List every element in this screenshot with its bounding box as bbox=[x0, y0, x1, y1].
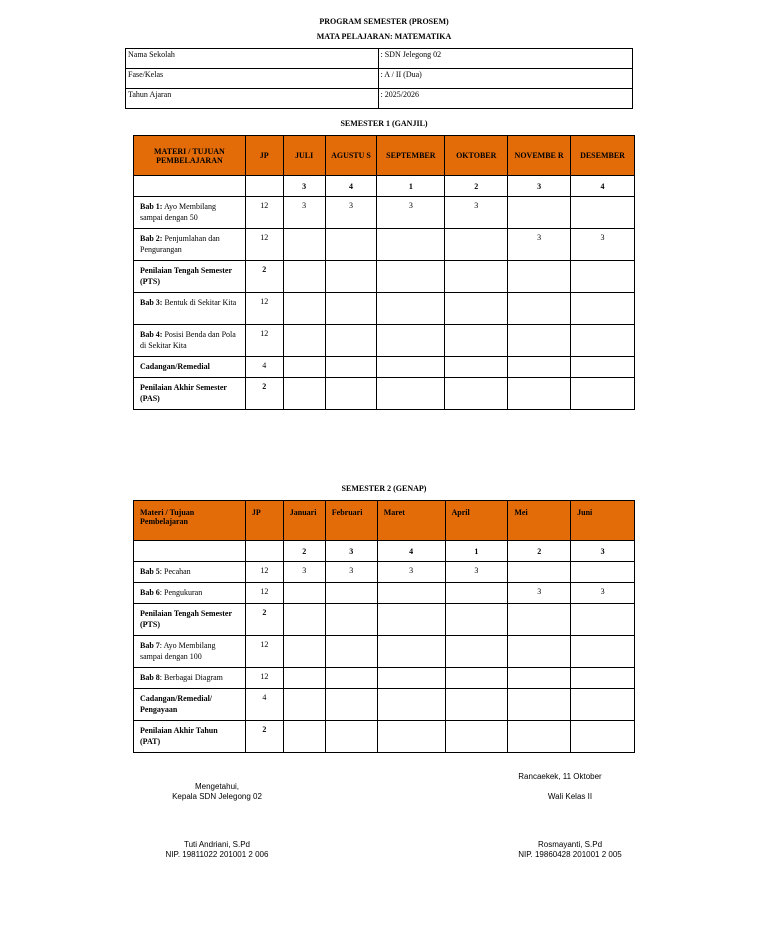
month-cell bbox=[571, 721, 635, 753]
month-cell bbox=[283, 229, 325, 261]
header-materi: MATERI / TUJUAN PEMBELAJARAN bbox=[134, 136, 246, 176]
week-count: 4 bbox=[571, 176, 635, 197]
month-cell bbox=[377, 261, 445, 293]
materi-bold: Cadangan/Remedial bbox=[140, 362, 210, 371]
month-cell bbox=[508, 604, 571, 636]
month-cell bbox=[377, 378, 445, 410]
semester1-table bbox=[133, 135, 635, 410]
month-cell bbox=[508, 668, 571, 689]
jp-cell: 2 bbox=[245, 378, 283, 410]
jp-cell: 12 bbox=[245, 325, 283, 357]
header-month: DESEMBER bbox=[571, 136, 635, 176]
month-cell bbox=[377, 668, 445, 689]
materi-text: : Ayo Membilang sampai dengan 100 bbox=[140, 641, 216, 661]
materi-bold: Cadangan/Remedial/ Pengayaan bbox=[140, 694, 213, 714]
month-cell bbox=[445, 689, 508, 721]
table-row bbox=[134, 689, 635, 721]
materi-cell bbox=[134, 721, 246, 753]
info-value: : SDN Jelegong 02 bbox=[378, 49, 633, 69]
teacher-nip: NIP. 19860428 201001 2 005 bbox=[518, 850, 622, 859]
materi-cell bbox=[134, 378, 246, 410]
month-cell bbox=[377, 689, 445, 721]
materi-text: Bentuk di Sekitar Kita bbox=[162, 298, 237, 307]
materi-cell bbox=[134, 636, 246, 668]
month-cell bbox=[445, 357, 508, 378]
semester1-title: SEMESTER 1 (GANJIL) bbox=[340, 119, 428, 128]
week-count-row bbox=[134, 541, 635, 562]
materi-cell bbox=[134, 357, 246, 378]
header-month: AGUSTU S bbox=[325, 136, 377, 176]
month-cell bbox=[508, 636, 571, 668]
table-row bbox=[134, 357, 635, 378]
month-cell bbox=[445, 325, 508, 357]
document-title: PROGRAM SEMESTER (PROSEM) bbox=[319, 17, 449, 26]
month-cell bbox=[283, 261, 325, 293]
month-cell bbox=[283, 325, 325, 357]
week-count: 2 bbox=[283, 541, 325, 562]
materi-text: : Pecahan bbox=[159, 567, 191, 576]
materi-text: Ayo Membilang sampai dengan 50 bbox=[140, 202, 216, 222]
header-jp: JP bbox=[245, 501, 283, 541]
materi-bold: Penilaian Akhir Semester (PAS) bbox=[140, 383, 227, 403]
month-cell bbox=[508, 721, 571, 753]
month-cell bbox=[445, 293, 508, 325]
month-cell: 3 bbox=[508, 229, 571, 261]
materi-cell bbox=[134, 604, 246, 636]
info-row bbox=[126, 69, 633, 89]
week-count: 3 bbox=[508, 176, 571, 197]
header-month: Februari bbox=[325, 501, 377, 541]
materi-cell bbox=[134, 689, 246, 721]
principal-role: Kepala SDN Jelegong 02 bbox=[172, 792, 262, 801]
month-cell bbox=[325, 325, 377, 357]
month-cell: 3 bbox=[508, 583, 571, 604]
table-row bbox=[134, 562, 635, 583]
semester2-title: SEMESTER 2 (GENAP) bbox=[341, 484, 427, 493]
materi-cell bbox=[134, 562, 246, 583]
month-cell bbox=[377, 229, 445, 261]
subject-title: MATA PELAJARAN: MATEMATIKA bbox=[316, 32, 452, 41]
header-month: SEPTEMBER bbox=[377, 136, 445, 176]
jp-cell: 2 bbox=[245, 261, 283, 293]
table-row bbox=[134, 197, 635, 229]
table-row bbox=[134, 721, 635, 753]
table-row bbox=[134, 636, 635, 668]
materi-text: : Berbagai Diagram bbox=[159, 673, 223, 682]
month-cell bbox=[325, 293, 377, 325]
month-cell bbox=[508, 357, 571, 378]
month-cell bbox=[571, 293, 635, 325]
table-row bbox=[134, 261, 635, 293]
month-cell bbox=[325, 583, 377, 604]
month-cell: 3 bbox=[283, 197, 325, 229]
month-cell bbox=[445, 604, 508, 636]
header-month: Maret bbox=[377, 501, 445, 541]
week-count: 3 bbox=[283, 176, 325, 197]
materi-bold: Penilaian Tengah Semester (PTS) bbox=[140, 266, 232, 286]
jp-cell: 2 bbox=[245, 721, 283, 753]
month-cell bbox=[325, 378, 377, 410]
month-cell bbox=[283, 293, 325, 325]
month-cell: 3 bbox=[377, 562, 445, 583]
header-jp: JP bbox=[245, 136, 283, 176]
materi-bold: Bab 3: bbox=[140, 298, 163, 307]
materi-bold: Bab 8 bbox=[140, 673, 160, 682]
month-cell bbox=[377, 325, 445, 357]
month-cell bbox=[377, 583, 445, 604]
materi-cell bbox=[134, 668, 246, 689]
materi-cell bbox=[134, 293, 246, 325]
week-count: 3 bbox=[571, 541, 635, 562]
jp-cell: 12 bbox=[245, 197, 283, 229]
month-cell: 3 bbox=[445, 197, 508, 229]
month-cell bbox=[283, 378, 325, 410]
month-cell bbox=[508, 293, 571, 325]
materi-bold: Bab 6 bbox=[140, 588, 160, 597]
materi-cell bbox=[134, 583, 246, 604]
jp-cell: 4 bbox=[245, 689, 283, 721]
month-cell bbox=[377, 636, 445, 668]
info-value: : 2025/2026 bbox=[378, 89, 633, 109]
month-cell bbox=[283, 604, 325, 636]
known-by-label: Mengetahui, bbox=[194, 782, 240, 791]
month-cell bbox=[325, 689, 377, 721]
month-cell bbox=[325, 604, 377, 636]
header-month: Januari bbox=[283, 501, 325, 541]
materi-bold: Bab 7 bbox=[140, 641, 160, 650]
month-cell bbox=[325, 636, 377, 668]
month-cell bbox=[377, 293, 445, 325]
month-cell bbox=[283, 357, 325, 378]
materi-text: Penjumlahan dan Pengurangan bbox=[140, 234, 220, 254]
month-cell: 3 bbox=[571, 229, 635, 261]
jp-cell: 12 bbox=[245, 583, 283, 604]
month-cell bbox=[325, 229, 377, 261]
materi-text: Posisi Benda dan Pola di Sekitar Kita bbox=[140, 330, 236, 350]
month-cell bbox=[377, 357, 445, 378]
semester2-table bbox=[133, 500, 635, 753]
teacher-role: Wali Kelas II bbox=[547, 792, 593, 801]
info-row bbox=[126, 89, 633, 109]
materi-cell bbox=[134, 229, 246, 261]
month-cell: 3 bbox=[325, 562, 377, 583]
month-cell bbox=[325, 261, 377, 293]
month-cell: 3 bbox=[283, 562, 325, 583]
materi-bold: Bab 4: bbox=[140, 330, 163, 339]
header-month: Juni bbox=[571, 501, 635, 541]
month-cell bbox=[571, 378, 635, 410]
month-cell: 3 bbox=[377, 197, 445, 229]
info-table bbox=[125, 48, 633, 109]
header-month: Mei bbox=[508, 501, 571, 541]
month-cell bbox=[283, 583, 325, 604]
teacher-name: Rosmayanti, S.Pd bbox=[537, 840, 603, 849]
header-month: April bbox=[445, 501, 508, 541]
principal-name: Tuti Andriani, S.Pd bbox=[184, 840, 250, 849]
month-cell bbox=[283, 636, 325, 668]
table-row bbox=[134, 583, 635, 604]
week-count: 4 bbox=[377, 541, 445, 562]
place-date: Rancaekek, 11 Oktober bbox=[518, 772, 602, 781]
month-cell bbox=[445, 378, 508, 410]
materi-bold: Penilaian Tengah Semester (PTS) bbox=[140, 609, 232, 629]
materi-cell bbox=[134, 197, 246, 229]
month-cell bbox=[445, 721, 508, 753]
month-cell bbox=[283, 689, 325, 721]
week-count: 2 bbox=[445, 176, 508, 197]
table-row bbox=[134, 325, 635, 357]
week-count: 2 bbox=[508, 541, 571, 562]
month-cell bbox=[445, 261, 508, 293]
jp-cell: 12 bbox=[245, 668, 283, 689]
month-cell bbox=[508, 197, 571, 229]
header-row bbox=[134, 501, 635, 541]
info-label: Nama Sekolah bbox=[126, 49, 379, 69]
materi-cell bbox=[134, 325, 246, 357]
table-row bbox=[134, 378, 635, 410]
info-value: : A / II (Dua) bbox=[378, 69, 633, 89]
table-row bbox=[134, 604, 635, 636]
month-cell bbox=[571, 357, 635, 378]
month-cell bbox=[508, 378, 571, 410]
month-cell bbox=[325, 357, 377, 378]
header-month: OKTOBER bbox=[445, 136, 508, 176]
month-cell bbox=[571, 197, 635, 229]
month-cell bbox=[571, 636, 635, 668]
month-cell: 3 bbox=[445, 562, 508, 583]
month-cell bbox=[508, 261, 571, 293]
month-cell bbox=[571, 604, 635, 636]
info-row bbox=[126, 49, 633, 69]
materi-bold: Bab 5 bbox=[140, 567, 160, 576]
jp-cell: 12 bbox=[245, 636, 283, 668]
materi-bold: Bab 2: bbox=[140, 234, 163, 243]
month-cell bbox=[445, 229, 508, 261]
month-cell bbox=[571, 261, 635, 293]
jp-cell: 2 bbox=[245, 604, 283, 636]
jp-cell: 12 bbox=[245, 562, 283, 583]
materi-bold: Bab 1: bbox=[140, 202, 163, 211]
month-cell bbox=[377, 604, 445, 636]
week-count: 3 bbox=[325, 541, 377, 562]
table-row bbox=[134, 293, 635, 325]
month-cell bbox=[325, 668, 377, 689]
month-cell bbox=[571, 562, 635, 583]
header-materi: Materi / Tujuan Pembelajaran bbox=[134, 501, 246, 541]
month-cell bbox=[571, 668, 635, 689]
month-cell bbox=[283, 668, 325, 689]
materi-bold: Penilaian Akhir Tahun (PAT) bbox=[140, 726, 218, 746]
month-cell bbox=[508, 562, 571, 583]
month-cell bbox=[508, 325, 571, 357]
month-cell: 3 bbox=[571, 583, 635, 604]
month-cell bbox=[571, 689, 635, 721]
info-label: Tahun Ajaran bbox=[126, 89, 379, 109]
table-row bbox=[134, 668, 635, 689]
month-cell bbox=[445, 583, 508, 604]
header-month: NOVEMBE R bbox=[508, 136, 571, 176]
month-cell bbox=[325, 721, 377, 753]
jp-cell: 12 bbox=[245, 293, 283, 325]
header-row bbox=[134, 136, 635, 176]
month-cell bbox=[508, 689, 571, 721]
month-cell: 3 bbox=[325, 197, 377, 229]
jp-cell: 4 bbox=[245, 357, 283, 378]
materi-text: : Pengukuran bbox=[159, 588, 203, 597]
month-cell bbox=[571, 325, 635, 357]
header-month: JULI bbox=[283, 136, 325, 176]
materi-cell bbox=[134, 261, 246, 293]
table-row bbox=[134, 229, 635, 261]
info-label: Fase/Kelas bbox=[126, 69, 379, 89]
month-cell bbox=[377, 721, 445, 753]
week-count: 1 bbox=[445, 541, 508, 562]
week-count: 4 bbox=[325, 176, 377, 197]
week-count: 1 bbox=[377, 176, 445, 197]
month-cell bbox=[445, 636, 508, 668]
month-cell bbox=[445, 668, 508, 689]
week-count-row bbox=[134, 176, 635, 197]
month-cell bbox=[283, 721, 325, 753]
principal-nip: NIP. 19811022 201001 2 006 bbox=[165, 850, 269, 859]
jp-cell: 12 bbox=[245, 229, 283, 261]
